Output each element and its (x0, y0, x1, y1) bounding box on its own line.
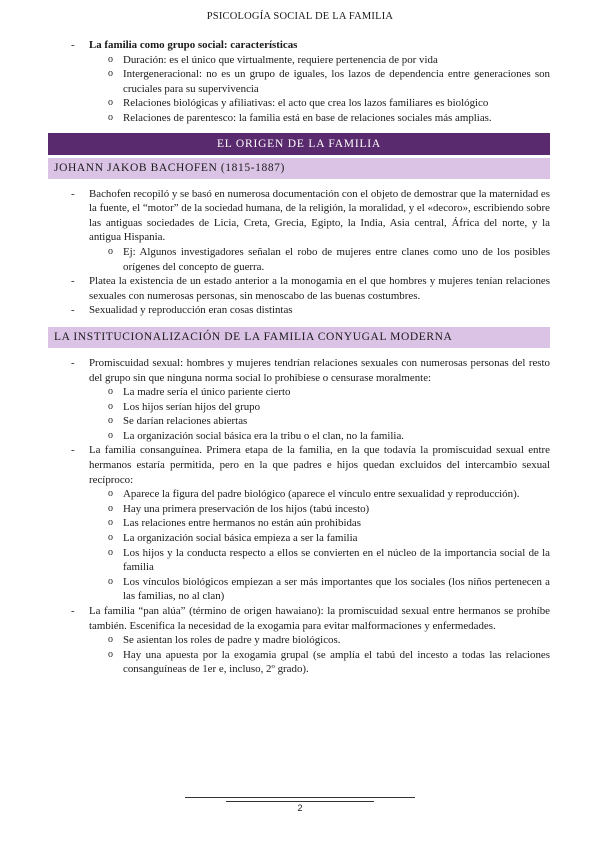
paragraph: La familia consanguínea. Primera etapa de la familia, en la que todavía la promiscuidad sexual entre hermanos estaría permitida, pero en la que padres e hijos quedan excluidos del intercambio sexual recíproco: (89, 444, 550, 486)
list-item: o La organización social básica era la tribu o el clan, no la familia. (89, 429, 550, 444)
list-item: o Relaciones biológicas y afiliativas: el acto que crea los lazos familiares es biológico (89, 96, 550, 111)
list-item: o Se asientan los roles de padre y madre biológicos. (89, 633, 550, 648)
list-item (48, 187, 550, 275)
footer-divider (185, 797, 415, 798)
promiscuidad-sublist (89, 385, 550, 443)
page-number: 2 (297, 803, 303, 813)
section-banner-origin: EL ORIGEN DE LA FAMILIA (48, 133, 550, 155)
list-item: o Hay una primera preservación de los hijos (tabú incesto) (89, 502, 550, 517)
intro-sublist (89, 53, 550, 126)
list-item: o Ej: Algunos investigadores señalan el robo de mujeres entre clanes como uno de los posibles orígenes del concepto de guerra. (89, 245, 550, 274)
intro-heading: La familia como grupo social: características (89, 39, 298, 51)
list-item: o Relaciones de parentesco: la familia está en base de relaciones sociales más amplias. (89, 111, 550, 126)
page-content (48, 38, 550, 677)
list-item: - Sexualidad y reproducción eran cosas distintas (48, 303, 550, 318)
list-item: o Los hijos y la conducta respecto a ellos se convierten en el núcleo de la importancia social de la familia (89, 546, 550, 575)
list-item: o La madre sería el único pariente cierto (89, 385, 550, 400)
list-item: o La organización social básica empieza a ser la familia (89, 531, 550, 546)
list-item: - Platea la existencia de un estado anterior a la monogamia en el que hombres y mujeres tenían relaciones sexuales con numerosas personas, sin menoscabo de las buenas costumbres. (48, 274, 550, 303)
list-item (48, 443, 550, 604)
footer-divider (226, 801, 374, 802)
institucionalizacion-list (48, 356, 550, 677)
bachofen-sublist (89, 245, 550, 274)
consanguinea-sublist (89, 487, 550, 604)
list-item: o Intergeneracional: no es un grupo de iguales, los lazos de dependencia entre generaciones son cruciales para su supervivencia (89, 67, 550, 96)
paragraph: Promiscuidad sexual: hombres y mujeres tendrían relaciones sexuales con numerosas personas del resto del grupo sin que ninguna norma social lo prohibiese o censurase moralmente: (89, 356, 550, 384)
list-item (48, 604, 550, 677)
list-item: o Hay una apuesta por la exogamia grupal (se amplía el tabú del incesto a todas las relaciones consanguíneas de 1er e, incluso, 2º grado). (89, 648, 550, 677)
intro-heading-item (48, 38, 550, 126)
list-item: o Se darían relaciones abiertas (89, 414, 550, 429)
section-title-bachofen: JOHANN JAKOB BACHOFEN (1815-1887) (48, 158, 550, 179)
paragraph: La familia “pan alúa” (término de origen hawaiano): la promiscuidad sexual entre hermanos se prohíbe también. Escenifica la necesidad de la exogamia para evitar malformaciones y enfermedades. (89, 605, 550, 632)
section-title-institucionalizacion: LA INSTITUCIONALIZACIÓN DE LA FAMILIA CONYUGAL MODERNA (48, 327, 550, 348)
bachofen-list (48, 187, 550, 318)
list-item: o Los hijos serían hijos del grupo (89, 400, 550, 415)
paragraph: Bachofen recopiló y se basó en numerosa documentación con el objeto de demostrar que la maternidad es la fuente, el “motor” de la sociedad humana, de la religión, la moralidad, y el «decoro», escribiendo sobre las antiguas sociedades de Licia, Creta, Grecia, Egipto, la India, Asia central, África del norte, y la antigua Hispania. (89, 187, 550, 244)
list-item: o Las relaciones entre hermanos no están aún prohibidas (89, 516, 550, 531)
running-header: PSICOLOGÍA SOCIAL DE LA FAMILIA (206, 11, 394, 22)
panalua-sublist (89, 633, 550, 677)
list-item (48, 356, 550, 444)
list-item: o Los vínculos biológicos empiezan a ser más importantes que los sociales (los niños pertenecen a las familias, no al clan) (89, 575, 550, 604)
list-item: o Duración: es el único que virtualmente, requiere pertenencia de por vida (89, 53, 550, 68)
intro-list (48, 38, 550, 126)
list-item: o Aparece la figura del padre biológico (aparece el vínculo entre sexualidad y reproducción). (89, 487, 550, 502)
